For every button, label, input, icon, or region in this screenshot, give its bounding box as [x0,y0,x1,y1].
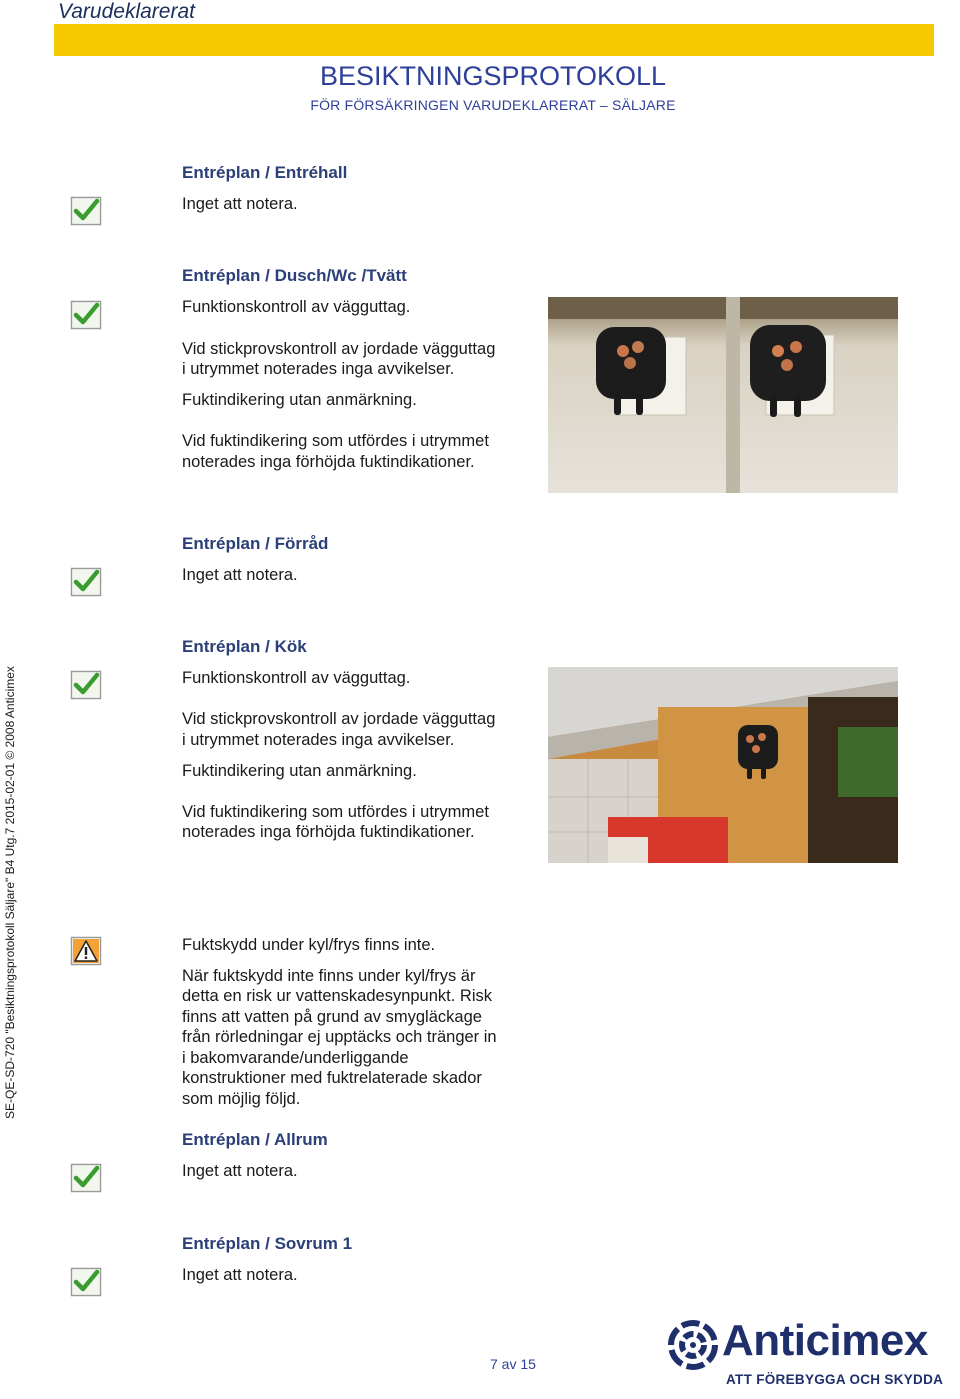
kitchen-outlet-photo [548,667,898,863]
section-text: Inget att notera. [182,195,298,213]
section-text: detta en risk ur vattenskadesynpunkt. Risk [182,987,492,1005]
section-text: Fuktindikering utan anmärkning. [182,391,417,409]
section-heading: Entréplan / Entréhall [182,163,348,182]
section-text: Funktionskontroll av vägguttag. [182,298,411,316]
section-heading: Entréplan / Allrum [182,1130,328,1149]
page-subtitle: FÖR FÖRSÄKRINGEN VARUDEKLARERAT – SÄLJARE [310,97,676,113]
logo-name: Anticimex [722,1316,928,1365]
section-text: Inget att notera. [182,1162,298,1180]
check-icon [70,670,102,700]
section-heading: Entréplan / Sovrum 1 [182,1234,353,1253]
section-text: i utrymmet noterades inga avvikelser. [182,360,455,378]
section-text: Vid fuktindikering som utfördes i utrymmet [182,432,489,450]
section-text: Fuktskydd under kyl/frys finns inte. [182,936,436,954]
section-text: i bakomvarande/underliggande [182,1049,409,1067]
section-heading: Entréplan / Förråd [182,534,329,553]
section-text: som möjlig följd. [182,1090,301,1108]
outlet-tester-photo [548,297,898,493]
check-icon [70,300,102,330]
section-heading: Entréplan / Dusch/Wc /Tvätt [182,266,407,285]
section-text: från rörledningar ej upptäcks och tränger in [182,1028,497,1046]
logo-tagline: ATT FÖREBYGGA OCH SKYDDA [726,1372,944,1387]
anticimex-logo [668,1318,953,1390]
warning-icon [70,936,102,966]
section-text: noterades inga förhöjda fuktindikationer. [182,453,475,471]
section-heading: Entréplan / Kök [182,637,307,656]
header-bar [54,24,934,56]
logo-mark-icon [668,1320,718,1370]
page-title: BESIKTNINGSPROTOKOLL [319,61,667,91]
section-text: konstruktioner med fuktrelaterade skador [182,1069,482,1087]
check-icon [70,196,102,226]
brand-label: Varudeklarerat [58,0,195,23]
check-icon [70,567,102,597]
section-text: i utrymmet noterades inga avvikelser. [182,731,455,749]
section-text: Inget att notera. [182,566,298,584]
section-text: Inget att notera. [182,1266,298,1284]
section-text: Vid stickprovskontroll av jordade vägguttag [182,710,496,728]
section-text: finns att vatten på grund av smygläckage [182,1008,482,1026]
check-icon [70,1163,102,1193]
section-text: noterades inga förhöjda fuktindikationer. [182,823,475,841]
document-reference: SE-QE-SD-720 "Besiktningsprotokoll Säljare" B4 Utg.7 2015-02-01 © 2008 Anticimex [3,666,17,1119]
section-text: Funktionskontroll av vägguttag. [182,669,411,687]
page-number: 7 av 15 [490,1356,536,1372]
section-text: När fuktskydd inte finns under kyl/frys är [182,967,476,985]
section-text: Fuktindikering utan anmärkning. [182,762,417,780]
section-text: Vid stickprovskontroll av jordade vägguttag [182,340,496,358]
check-icon [70,1267,102,1297]
section-text: Vid fuktindikering som utfördes i utrymmet [182,803,489,821]
